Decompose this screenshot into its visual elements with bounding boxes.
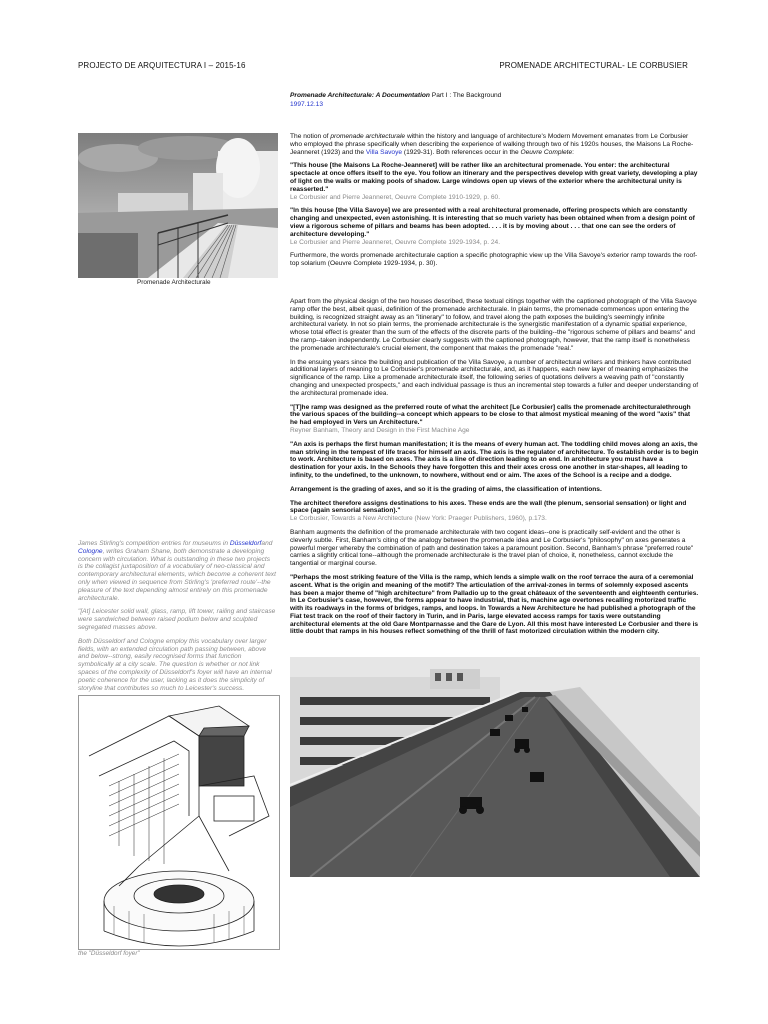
intro-paragraph — [290, 133, 699, 156]
citation: Le Corbusier, Towards a New Architecture (New York: Praeger Publishers, 1960), p.173. — [290, 515, 547, 523]
text-run: , writes Graham Shane, both demonstrate a developing concern with circulation. What is outstanding in these two projects is the collagist juxtaposition of a vocabulary of neo-classical and contemporary architectural elements, which become a coherent text only when viewed in sequence from Stirling's 'preferred route'--the pleasure of the text depending almost entirely on this promenade architecturale. — [78, 547, 276, 602]
dusseldorf-foyer-drawing — [78, 695, 280, 950]
paragraph: Furthermore, the words promenade architecturale caption a specific photographic view up the Villa Savoye's exterior ramp towards the roof-top solarium (Oeuvre Complete 1929-1934, p. 30). — [290, 252, 698, 268]
citation: Le Corbusier and Pierre Jeanneret, Oeuvre Complete 1910-1929, p. 60. — [290, 193, 501, 201]
paragraph: "[At] Leicester solid wall, glass, ramp, lift tower, railing and staircase were sandwiched between raised podium below and sculpted segregated masses above. — [78, 608, 276, 631]
quote-la-roche: "This house [the Maisons La Roche-Jeanneret] will be rather like an architectural promenade. You enter: the architectural spectacle at once offers itself to the eye. You follow an itinerary and the perspectives develop with great variety, developing a play of light on the walls or making pools of shadow. Large windows open up views of the exterior where the architectural unity is reasserted." — [290, 162, 698, 193]
header-left: PROJECTO DE ARQUITECTURA I – 2015-16 — [78, 61, 246, 70]
cologne-link[interactable]: Cologne — [78, 547, 103, 555]
text-run: promenade architecturale — [330, 133, 406, 140]
villa-savoye-link[interactable]: Villa Savoye — [365, 148, 403, 156]
quote-arrangement: Arrangement is the grading of axes, and so it is the grading of aims, the classification of intentions. — [290, 485, 602, 493]
dusseldorf-caption: the "Düsseldorf foyer" — [78, 950, 140, 957]
paragraph: In the ensuing years since the building and publication of the Villa Savoye, a number of architectural writers and thinkers have contributed additional layers of meaning to Le Corbusier's promenade architecturale, and, as it happens, each new layer of meaning emphasizes the significance of the ramp. Like a promenade architecturale itself, the following series of quotations delivers a weaving path of "constantly changing and unexpected prospects," and each individual passage is thus an incremental step towards a fuller and deeper understanding of the architectural promenade idea. — [290, 358, 699, 397]
main-section — [290, 298, 699, 642]
text-run: and — [261, 540, 273, 547]
fiat-test-track-photo — [290, 657, 700, 877]
text-run: within the history and language of architecture's Modern Movement emanates from Le Corbusier who employed the phrase specifically when describing the experience of walking through two of his 1920s houses, the Maisons La Roche-Jeanneret (1923) and the — [290, 133, 694, 156]
title-main: Promenade Architecturale: A Documentation — [290, 92, 430, 99]
villa-savoye-ramp-photo — [78, 133, 278, 278]
title-part: Part I : The Background — [429, 92, 502, 99]
document-title — [290, 92, 501, 109]
text-run: Oeuvre Complete — [520, 148, 573, 156]
text-run: James Stirling's competition entries for museums in — [78, 540, 230, 547]
quote-ramp-feature: "Perhaps the most striking feature of the Villa is the ramp, which lends a simple walk on the roof terrace the aura of a ceremonial ascent. What is the origin and meaning of the motif? The articulation of the arrival-zones in terms of solemnly exposed ascents has been a major theme of "high architecture" from Palladio up to the great châteaux of the seventeenth and eighteenth centuries. In Le Corbusier's case, however, the forms appear to have industrial, that is, machine age overtones recalling motorized traffic with its roadways in the forms of bridges, ramps, and loops. In Towards a New Architecture he had published a photograph of the Fiat test track on the roof of their factory in Turin, and in Paris, large elevated access ramps for taxis were outstanding architectural elements at the old Gare Montparnasse and the Gare de Lyon. All this most have interested Le Corbusier and there is little doubt that ramps in his houses reflect something of the thrill of fast motorized circulation within the modern city. — [290, 573, 699, 636]
villa-photo-caption: Promenade Architecturale — [137, 279, 211, 286]
text-run: (1929-31). Both references occur in the — [402, 148, 521, 156]
text-run: : — [572, 148, 574, 156]
sidebar-stirling-note — [78, 540, 276, 698]
citation: Reyner Banham, Theory and Design in the First Machine Age — [290, 426, 470, 434]
quote-banham: "[T]he ramp was designed as the preferred route of what the architect [Le Corbusier] calls the promenade architecturalethrough the various spaces of the building--a concept which appears to be close to that almost mystical meaning of the word "axis" that he had employed in Vers un Architecture." — [290, 403, 691, 427]
intro-section — [290, 133, 699, 274]
quote-destinations: The architect therefore assigns destinations to his axes. These ends are the wall (the plenum, sensorial sensation) or light and space (again sensorial sensation)." — [290, 499, 687, 515]
citation: Le Corbusier and Pierre Jeanneret, Oeuvre Complete 1929-1934, p. 24. — [290, 238, 501, 246]
dusseldorf-link[interactable]: Düsseldorf — [229, 540, 262, 547]
text-run: The notion of — [290, 133, 331, 140]
paragraph: Banham augments the definition of the promenade architecturale with two cogent ideas--one is practically self-evident and the other is cleverly subtle. First, Banham's citing of the analogy between the promenade idea and Le Corbusier's "philosophy" on axes generates a powerful merger whereby the combination of path and destination takes a paramount position. Second, Banham's phrase "preferred route" carries a slightly critical tone--although the promenade architecturale is the travel plan of choice, it, nonetheless, cannot exclude the tangential or marginal course. — [290, 528, 694, 568]
paragraph: Apart from the physical design of the two houses described, these textual citings together with the captioned photograph of the Villa Savoye ramp offer the best, albeit quasi, definition of the promenade architecturale. In plain terms, the promenade commences upon entering the building, is recognized straight away as an "itinerary" to follow, and travel along the path exposes the building's seemingly infinite architectural variety. In not so plain terms, the promenade architecturale is the synergistic manifestation of a dynamic spatial experience, whose total effect is greater than the sum of the effects of the discrete parts of the building--the "rigorous scheme of pillars and beams" and the ramp--taken independently. Le Corbusier clearly suggests with the captioned photograph, however, that the ramp itself is nonetheless the promenade architecturale's crucial element, the component that makes the promenade "real." — [290, 298, 697, 352]
header-right: PROMENADE ARCHITECTURAL- LE CORBUSIER — [499, 61, 688, 70]
quote-villa-savoye: "In this house [the Villa Savoye] we are presented with a real architectural promenade, offering prospects which are constantly changing and unexpected, even astonishing. It is interesting that so much variety has been obtained when from a design point of view a rigorous scheme of pillars and beams has been adopted. . . . it is by moving about . . . that one can see the orders of architecture developing." — [290, 207, 695, 238]
paragraph: Both Düsseldorf and Cologne employ this vocabulary over larger fields, with an extended circulation path passing between, above and below--strong, easily recognised forms that function symbolically at a city scale. The question is whether or not link spaces of the complexity of Düsseldorf's foyer will have an internal poetic coherence for the user, lacking as it does the simplicity of storyline that contributes so much to Leicester's success. — [78, 637, 272, 692]
title-date-link[interactable]: 1997.12.13 — [290, 100, 324, 108]
quote-axis: "An axis is perhaps the first human manifestation; it is the means of every human act. The toddling child moves along an axis, the man striving in the tempest of life traces for himself an axis. The axis is the regulator of architecture. To establish order is to begin to work. Architecture is based on axes. The axis is a line of direction leading to an end. In architecture you must have a destination for your axis. In the Schools they have forgotten this and their axes cross one another in star-shapes, all leading to infinity, to the undefined, to the unknown, to nowhere, without end or aim. The axes of the School is a recipe and a dodge. — [290, 440, 699, 479]
